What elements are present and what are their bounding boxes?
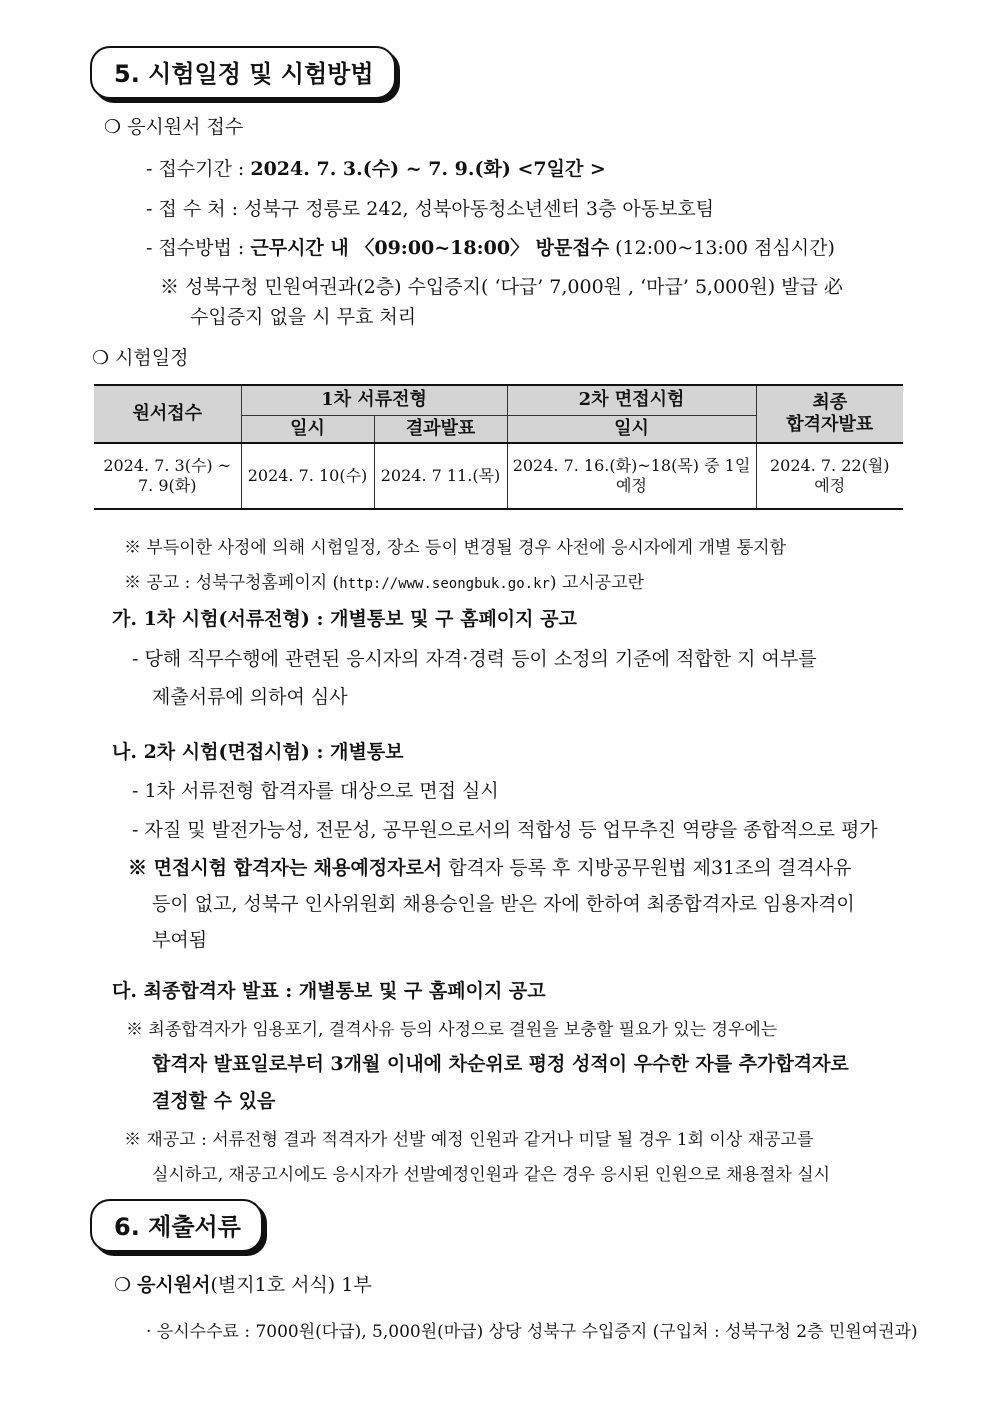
application-heading: ❍ 응시원서 접수 bbox=[104, 116, 244, 138]
submission-item-bold: 응시원서 bbox=[137, 1274, 211, 1296]
schedule-heading: ❍ 시험일정 bbox=[92, 347, 189, 369]
fee-line: · 응시수수료 : 7000원(다급), 5,000원(마급) 상당 성북구 수입증지 (구입처 : 성북구청 2층 민원여권과) bbox=[146, 1322, 918, 1342]
application-place-label: - 접 수 처 : bbox=[146, 198, 245, 220]
da-note-1-line-3: 결정할 수 있음 bbox=[152, 1090, 276, 1112]
submission-item bbox=[114, 1270, 372, 1297]
cell-final bbox=[756, 443, 903, 509]
cell-application-line-1: 2024. 7. 3(수) ~ bbox=[103, 456, 232, 475]
cell-stage2-line-1: 2024. 7. 16.(화)~18(목) 중 1일 bbox=[512, 456, 751, 475]
header-final bbox=[756, 385, 903, 443]
homepage-link[interactable]: http://www.seongbuk.go.kr bbox=[339, 576, 550, 592]
na-note-rest: 합격자 등록 후 지방공무원법 제31조의 결격사유 bbox=[442, 857, 852, 879]
na-note-bold: ※ 면접시험 합격자는 채용예정자로서 bbox=[128, 857, 443, 879]
da-note-2-line-1: ※ 재공고 : 서류전형 결과 적격자가 선발 예정 인원과 같거나 미달 될 경우 1회 이상 재공고를 bbox=[124, 1130, 814, 1150]
application-method-label: - 접수방법 : bbox=[146, 237, 251, 259]
header-stage1-result: 결과발표 bbox=[374, 415, 507, 443]
na-line-2: - 자질 및 발전가능성, 전문성, 공무원으로서의 적합성 등 업무추진 역량을 종합적으로 평가 bbox=[132, 819, 878, 841]
cell-stage2-line-2: 예정 bbox=[616, 476, 647, 495]
application-period-label: - 접수기간 : bbox=[146, 158, 251, 180]
header-stage2-date: 일시 bbox=[507, 415, 756, 443]
da-note-2-line-2: 실시하고, 재공고시에도 응시자가 선발예정인원과 같은 경우 응시된 인원으로 채용절차 실시 bbox=[152, 1165, 831, 1185]
application-period-value: 2024. 7. 3.(수) ~ 7. 9.(화) <7일간 > bbox=[250, 158, 606, 180]
section-6-title-text: 6. 제출서류 bbox=[114, 1213, 241, 1241]
header-application: 원서접수 bbox=[94, 385, 241, 443]
header-stage1-date: 일시 bbox=[241, 415, 374, 443]
application-note-line-2: 수입증지 없을 시 무효 처리 bbox=[190, 306, 417, 328]
submission-bullet: ❍ bbox=[114, 1274, 138, 1296]
na-heading: 나. 2차 시험(면접시험) : 개별통보 bbox=[112, 741, 404, 763]
schedule-table bbox=[94, 384, 903, 510]
cell-application-line-2: 7. 9(화) bbox=[138, 476, 197, 495]
application-method-value: 근무시간 내 〈09:00~18:00〉 방문접수 bbox=[250, 237, 610, 259]
ga-line-2: 제출서류에 의하여 심사 bbox=[152, 686, 348, 708]
application-method-note: (12:00~13:00 점심시간) bbox=[609, 237, 835, 259]
application-period bbox=[146, 154, 606, 181]
application-method bbox=[146, 233, 835, 260]
na-line-1: - 1차 서류전형 합격자를 대상으로 면접 실시 bbox=[132, 780, 499, 802]
application-place-value: 성북구 정릉로 242, 성북아동청소년센터 3층 아동보호팀 bbox=[244, 198, 715, 220]
application-place bbox=[146, 194, 714, 221]
submission-item-rest: (별지1호 서식) 1부 bbox=[210, 1274, 372, 1296]
schedule-note-2-prefix: ※ 공고 : 성북구청홈페이지 ( bbox=[124, 573, 340, 593]
na-note-line-1 bbox=[128, 853, 851, 880]
da-note-1-line-1: ※ 최종합격자가 임용포기, 결격사유 등의 사정으로 결원을 보충할 필요가 있는 경우에는 bbox=[126, 1020, 778, 1040]
section-5-title bbox=[90, 46, 396, 99]
header-stage2: 2차 면접시험 bbox=[507, 385, 756, 415]
schedule-note-1: ※ 부득이한 사정에 의해 시험일정, 장소 등이 변경될 경우 사전에 응시자에게 개별 통지함 bbox=[124, 538, 787, 558]
header-final-line-2: 합격자발표 bbox=[786, 414, 874, 435]
application-note-line-1: ※ 성북구청 민원여권과(2층) 수입증지( ‘다급’ 7,000원 , ‘마급’ 5,000원) 발급 必 bbox=[160, 276, 843, 298]
section-6-title bbox=[90, 1199, 263, 1252]
ga-line-1: - 당해 직무수행에 관련된 응시자의 자격·경력 등이 소정의 기준에 적합한 지 여부를 bbox=[132, 648, 817, 670]
header-final-line-1: 최종 bbox=[812, 391, 848, 413]
na-note-line-2: 등이 없고, 성북구 인사위원회 채용승인을 받은 자에 한하여 최종합격자로 임용자격이 bbox=[152, 893, 855, 915]
da-heading: 다. 최종합격자 발표 : 개별통보 및 구 홈페이지 공고 bbox=[112, 980, 546, 1002]
cell-application bbox=[94, 443, 241, 509]
cell-stage1-result: 2024. 7 11.(목) bbox=[374, 443, 507, 509]
cell-stage1-date: 2024. 7. 10(수) bbox=[241, 443, 374, 509]
cell-final-line-1: 2024. 7. 22(월) bbox=[769, 456, 890, 475]
na-note-line-3: 부여됨 bbox=[152, 929, 208, 951]
cell-stage2-date bbox=[507, 443, 756, 509]
header-stage1: 1차 서류전형 bbox=[241, 385, 507, 415]
da-note-1-line-2: 합격자 발표일로부터 3개월 이내에 차순위로 평정 성적이 우수한 자를 추가합격자로 bbox=[152, 1053, 849, 1075]
cell-final-line-2: 예정 bbox=[814, 476, 846, 495]
schedule-note-2 bbox=[124, 568, 644, 593]
schedule-note-2-suffix: ) 고시공고란 bbox=[549, 573, 645, 593]
ga-heading: 가. 1차 시험(서류전형) : 개별통보 및 구 홈페이지 공고 bbox=[112, 608, 577, 630]
section-5-title-text: 5. 시험일정 및 시험방법 bbox=[114, 60, 374, 88]
